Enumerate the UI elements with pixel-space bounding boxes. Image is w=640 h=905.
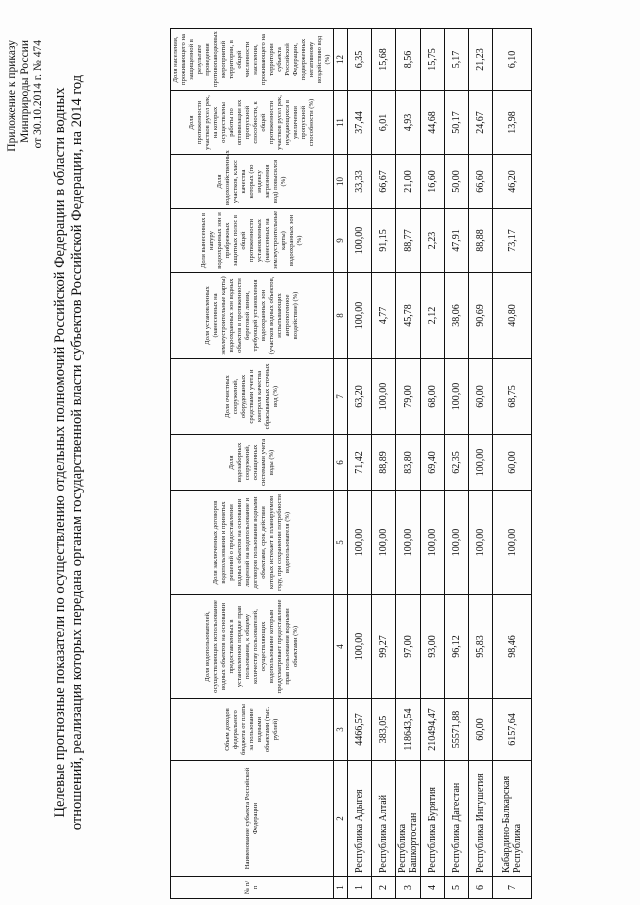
appendix-line-2: Минприроды России — [19, 40, 31, 143]
table-cell: 98,46 — [493, 595, 532, 699]
header-row — [171, 29, 334, 899]
column-number: 8 — [334, 273, 348, 359]
table-cell: 100,00 — [493, 491, 532, 595]
header-cell: Объем доходов федерального бюджета от платы за пользование водными объектами (тыс. рублей) — [171, 699, 334, 761]
table-cell: 60,00 — [493, 435, 532, 491]
table-cell: 69,40 — [421, 435, 445, 491]
title-line-2: отношений, реализация которых передана органам государственной власти субъектов Российской Федерации, на 2014 год — [69, 74, 85, 831]
table-cell: 62,35 — [445, 435, 469, 491]
column-number: 10 — [334, 155, 348, 209]
table-cell: 66,60 — [469, 155, 493, 209]
row-number: 7 — [493, 877, 532, 899]
table-cell: 4466,57 — [348, 699, 372, 761]
table-cell: 55571,88 — [445, 699, 469, 761]
table-cell: 8,56 — [396, 29, 421, 91]
table-cell: 2,23 — [421, 209, 445, 273]
table-cell: 6,10 — [493, 29, 532, 91]
table-row — [348, 29, 372, 899]
subject-name: Республика Дагестан — [445, 761, 469, 877]
header-cell: Доля вынесенных в натуру водоохранных зон и прибрежных защитных полос в общей протяженности установленных (нанесенных на землеустроительные карты) водоохранных зон (%) — [171, 209, 334, 273]
table-row — [421, 29, 445, 899]
column-number: 7 — [334, 359, 348, 435]
table-row — [445, 29, 469, 899]
table-cell: 100,00 — [445, 491, 469, 595]
table-cell: 46,20 — [493, 155, 532, 209]
table-cell: 97,00 — [396, 595, 421, 699]
table-cell: 95,83 — [469, 595, 493, 699]
table-cell: 90,69 — [469, 273, 493, 359]
subject-name: Республика Бурятия — [421, 761, 445, 877]
row-number: 3 — [396, 877, 421, 899]
indicators-table — [170, 28, 532, 899]
table-cell: 15,75 — [421, 29, 445, 91]
table-row — [493, 29, 532, 899]
header-cell: Доля водохозяйственных участков, класс качества которых (по индексу загрязнения вод) повысился (%) — [171, 155, 334, 209]
column-number: 4 — [334, 595, 348, 699]
row-number: 1 — [348, 877, 372, 899]
header-cell: Наименование субъекта Российской Федерации — [171, 761, 334, 877]
header-cell: Доля населения, проживающего на защищенной в результате проведения противопаводковых мероприятий территории, в общей численности населения, проживающего на территории субъекта Российской Федерации, подверженных негативному воздействию вод (%) — [171, 29, 334, 91]
table-row — [469, 29, 493, 899]
table-cell: 88,89 — [372, 435, 396, 491]
table-cell: 100,00 — [421, 491, 445, 595]
column-number: 1 — [334, 877, 348, 899]
row-number: 2 — [372, 877, 396, 899]
row-number: 6 — [469, 877, 493, 899]
subject-name: Республика Башкортостан — [396, 761, 421, 877]
table-cell: 79,00 — [396, 359, 421, 435]
table-cell: 100,00 — [372, 359, 396, 435]
table-cell: 37,44 — [348, 91, 372, 155]
table-cell: 50,17 — [445, 91, 469, 155]
title-line-1: Целевые прогнозные показатели по осуществлению отдельных полномочий Российской Федерации в области водных — [52, 87, 68, 818]
table-cell: 60,00 — [469, 359, 493, 435]
subject-name: Кабардино-Балкарская Республика — [493, 761, 532, 877]
row-number: 4 — [421, 877, 445, 899]
table-cell: 100,00 — [348, 595, 372, 699]
table-cell: 60,00 — [469, 699, 493, 761]
table-cell: 4,77 — [372, 273, 396, 359]
column-number: 9 — [334, 209, 348, 273]
table-cell: 100,00 — [372, 491, 396, 595]
table-cell: 2,12 — [421, 273, 445, 359]
table-cell: 33,33 — [348, 155, 372, 209]
table-cell: 6157,64 — [493, 699, 532, 761]
table-cell: 73,17 — [493, 209, 532, 273]
appendix-line-3: от 30.10.2014 г. № 474 — [32, 40, 44, 149]
header-cell: № п/п — [171, 877, 334, 899]
column-number: 11 — [334, 91, 348, 155]
table-cell: 83,80 — [396, 435, 421, 491]
subject-name: Республика Ингушетия — [469, 761, 493, 877]
table-cell: 21,00 — [396, 155, 421, 209]
table-cell: 40,80 — [493, 273, 532, 359]
header-cell: Доля протяженности участков русел рек, на которых осуществлены работы по оптимизации их пропускной способности, к общей протяженности участков русел рек, нуждающихся в увеличении пропускной способности (%) — [171, 91, 334, 155]
column-number: 2 — [334, 761, 348, 877]
table-cell: 91,15 — [372, 209, 396, 273]
table-cell: 47,91 — [445, 209, 469, 273]
header-cell: Доля водопользователей, осуществляющих использование водных объектов на основании предоставленных в установленном порядке прав пользования, к общему количеству пользователей, осуществляющих водопользование которым предусматривает предоставление прав пользования водными объектами (%) — [171, 595, 334, 699]
table-row — [372, 29, 396, 899]
appendix-note — [6, 40, 45, 210]
table-cell: 118643,54 — [396, 699, 421, 761]
table-cell: 44,68 — [421, 91, 445, 155]
table-cell: 99,27 — [372, 595, 396, 699]
table-cell: 13,98 — [493, 91, 532, 155]
column-number: 12 — [334, 29, 348, 91]
header-cell: Доля очистных сооружений, оборудованных средствами учета и контроля качества сбрасываемых сточных вод (%) — [171, 359, 334, 435]
table-cell: 68,00 — [421, 359, 445, 435]
indicators-table-wrap — [170, 29, 632, 899]
table-cell: 6,01 — [372, 91, 396, 155]
table-cell: 6,35 — [348, 29, 372, 91]
column-number-row — [334, 29, 348, 899]
table-cell: 45,78 — [396, 273, 421, 359]
table-cell: 383,05 — [372, 699, 396, 761]
column-number: 5 — [334, 491, 348, 595]
table-cell: 88,77 — [396, 209, 421, 273]
table-cell: 96,12 — [445, 595, 469, 699]
table-cell: 100,00 — [469, 491, 493, 595]
appendix-line-1: Приложение к приказу — [6, 40, 18, 152]
row-number: 5 — [445, 877, 469, 899]
table-cell: 63,20 — [348, 359, 372, 435]
subject-name: Республика Алтай — [372, 761, 396, 877]
table-cell: 24,67 — [469, 91, 493, 155]
table-row — [396, 29, 421, 899]
table-cell: 210494,47 — [421, 699, 445, 761]
document-title — [52, 0, 86, 905]
table-cell: 100,00 — [348, 491, 372, 595]
table-cell: 68,75 — [493, 359, 532, 435]
column-number: 3 — [334, 699, 348, 761]
table-cell: 16,60 — [421, 155, 445, 209]
table-cell: 15,68 — [372, 29, 396, 91]
table-cell: 71,42 — [348, 435, 372, 491]
table-cell: 5,17 — [445, 29, 469, 91]
table-cell: 100,00 — [445, 359, 469, 435]
subject-name: Республика Адыгея — [348, 761, 372, 877]
header-cell: Доля заключенных договоров водопользования и принятых решений о предоставлении водных объектов на основании лицензий на водопользование и договоров пользования водными объектами, срок действия которых истекает в планируемом году, при сохранении потребности водопользователя (%) — [171, 491, 334, 595]
table-cell: 66,67 — [372, 155, 396, 209]
column-number: 6 — [334, 435, 348, 491]
table-cell: 88,88 — [469, 209, 493, 273]
table-cell: 100,00 — [348, 273, 372, 359]
table-cell: 100,00 — [469, 435, 493, 491]
table-cell: 93,00 — [421, 595, 445, 699]
table-cell: 21,23 — [469, 29, 493, 91]
table-cell: 38,06 — [445, 273, 469, 359]
header-cell: Доля установленных (нанесенных на землеустроительные карты) водоохранных зон водных объектов в протяженности береговой линии, требующей установления водоохранных зон (участков водных объектов, испытывающих антропогенное воздействие) (%) — [171, 273, 334, 359]
table-cell: 100,00 — [348, 209, 372, 273]
header-cell: Доля водозаборных сооружений, оснащенных системами учета воды (%) — [171, 435, 334, 491]
table-cell: 4,93 — [396, 91, 421, 155]
table-cell: 100,00 — [396, 491, 421, 595]
table-cell: 50,00 — [445, 155, 469, 209]
